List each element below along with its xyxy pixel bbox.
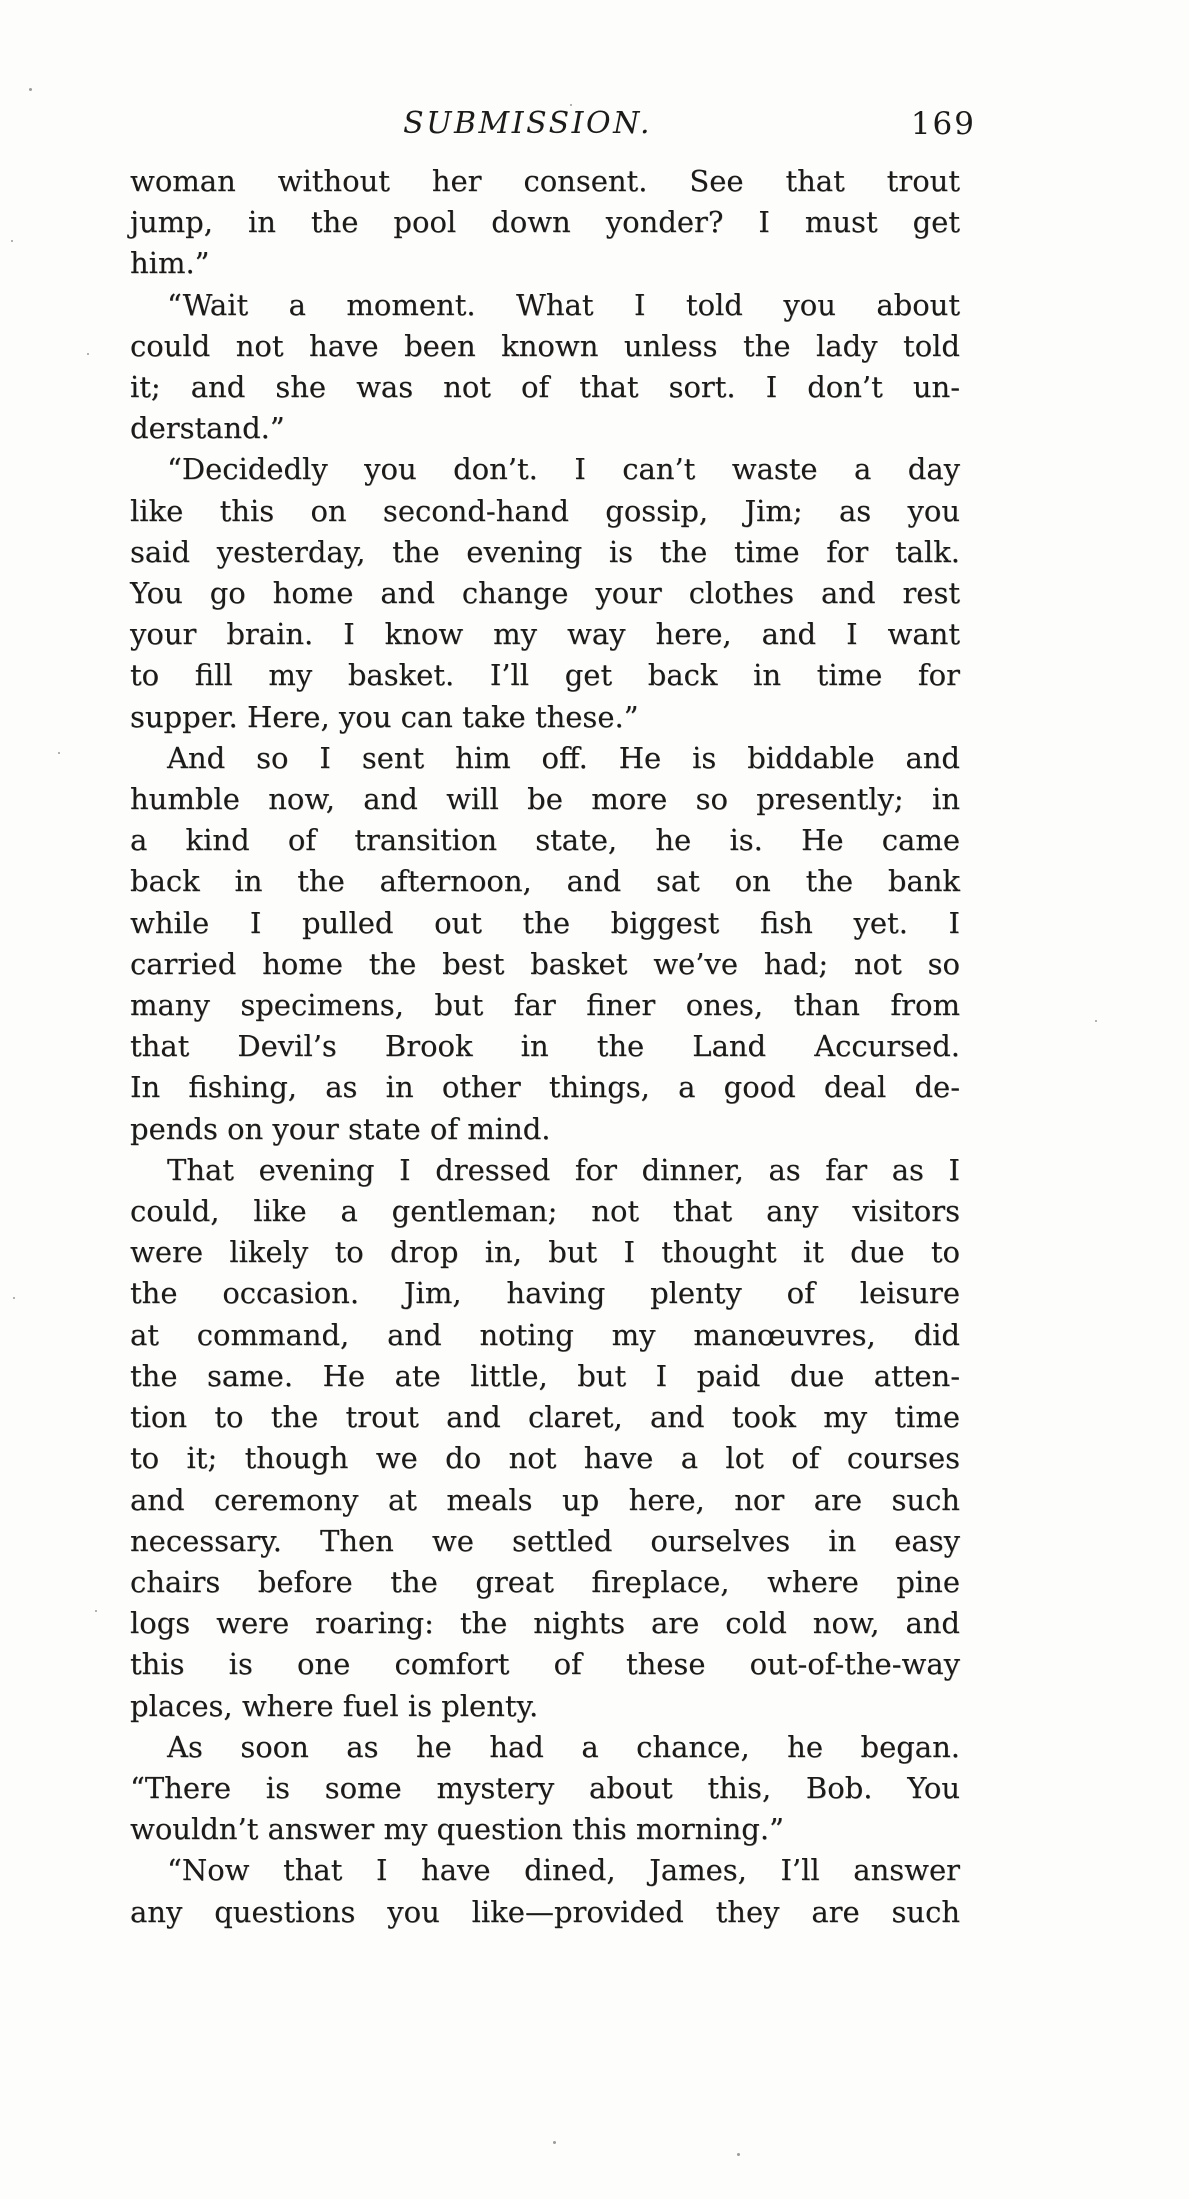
text-line: “Wait a moment. What I told you about xyxy=(167,287,960,322)
text-line: back in the afternoon, and sat on the bank xyxy=(130,864,960,899)
text-line: and ceremony at meals up here, nor are such xyxy=(130,1482,960,1517)
text-line: As soon as he had a chance, he began. xyxy=(167,1729,960,1764)
text-line: the same. He ate little, but I paid due atten- xyxy=(130,1358,960,1393)
text-line: this is one comfort of these out-of-the-way xyxy=(130,1647,960,1682)
text-line: like this on second-hand gossip, Jim; as you xyxy=(130,493,960,528)
text-line: tion to the trout and claret, and took my time xyxy=(130,1400,960,1435)
text-line: humble now, and will be more so presently; in xyxy=(130,782,960,817)
text-line: places, where fuel is plenty. xyxy=(130,1688,539,1723)
text-line: That evening I dressed for dinner, as far as I xyxy=(167,1152,960,1187)
scan-speck xyxy=(570,104,572,106)
text-line: “There is some mystery about this, Bob. You xyxy=(130,1770,960,1805)
text-line: it; and she was not of that sort. I don’t un- xyxy=(130,370,960,405)
text-line: You go home and change your clothes and rest xyxy=(130,576,960,611)
text-line: pends on your state of mind. xyxy=(130,1111,551,1146)
text-line: carried home the best basket we’ve had; not so xyxy=(130,946,960,981)
scan-speck xyxy=(58,752,60,754)
text-line: him.” xyxy=(130,246,210,281)
text-line: to it; though we do not have a lot of courses xyxy=(130,1441,960,1476)
text-line: jump, in the pool down yonder? I must get xyxy=(130,205,960,240)
text-line: many specimens, but far finer ones, than from xyxy=(130,988,960,1023)
text-line: a kind of transition state, he is. He came xyxy=(130,823,960,858)
text-line: said yesterday, the evening is the time for talk. xyxy=(130,534,960,569)
scan-speck xyxy=(737,2153,740,2156)
scan-speck xyxy=(553,2141,556,2144)
text-line: In fishing, as in other things, a good deal de- xyxy=(130,1070,960,1105)
text-line: supper. Here, you can take these.” xyxy=(130,699,639,734)
text-line: to fill my basket. I’ll get back in time for xyxy=(130,658,960,693)
text-line: chairs before the great fireplace, where pine xyxy=(130,1564,960,1599)
text-line: could, like a gentleman; not that any visitors xyxy=(130,1194,960,1229)
scan-speck xyxy=(1095,1020,1097,1022)
text-line: could not have been known unless the lady told xyxy=(130,328,960,363)
text-line: “Now that I have dined, James, I’ll answer xyxy=(167,1853,960,1888)
text-line: while I pulled out the biggest fish yet. I xyxy=(130,905,960,940)
text-line: “Decidedly you don’t. I can’t waste a day xyxy=(167,452,960,487)
page-number: 169 xyxy=(910,106,976,142)
text-line: wouldn’t answer my question this morning.” xyxy=(130,1812,784,1847)
text-line: derstand.” xyxy=(130,411,285,446)
text-line: And so I sent him off. He is biddable and xyxy=(167,740,960,775)
page-body xyxy=(130,161,960,1933)
text-line: logs were roaring: the nights are cold now, and xyxy=(130,1606,960,1641)
text-line: any questions you like—provided they are such xyxy=(130,1894,960,1929)
scan-speck xyxy=(95,1610,97,1612)
text-line: were likely to drop in, but I thought it due to xyxy=(130,1235,960,1270)
text-line: necessary. Then we settled ourselves in easy xyxy=(130,1523,960,1558)
running-title: SUBMISSION. xyxy=(403,106,653,141)
text-line: woman without her consent. See that trout xyxy=(130,164,960,198)
scan-speck xyxy=(13,1297,15,1299)
text-line: the occasion. Jim, having plenty of leisure xyxy=(130,1276,960,1311)
scan-speck xyxy=(87,353,89,355)
scan-speck xyxy=(11,240,13,242)
text-line: your brain. I know my way here, and I want xyxy=(130,617,960,652)
text-line: at command, and noting my manœuvres, did xyxy=(130,1317,960,1352)
page-header xyxy=(130,106,976,150)
scan-speck xyxy=(29,88,32,91)
text-line: that Devil’s Brook in the Land Accursed. xyxy=(130,1029,960,1064)
